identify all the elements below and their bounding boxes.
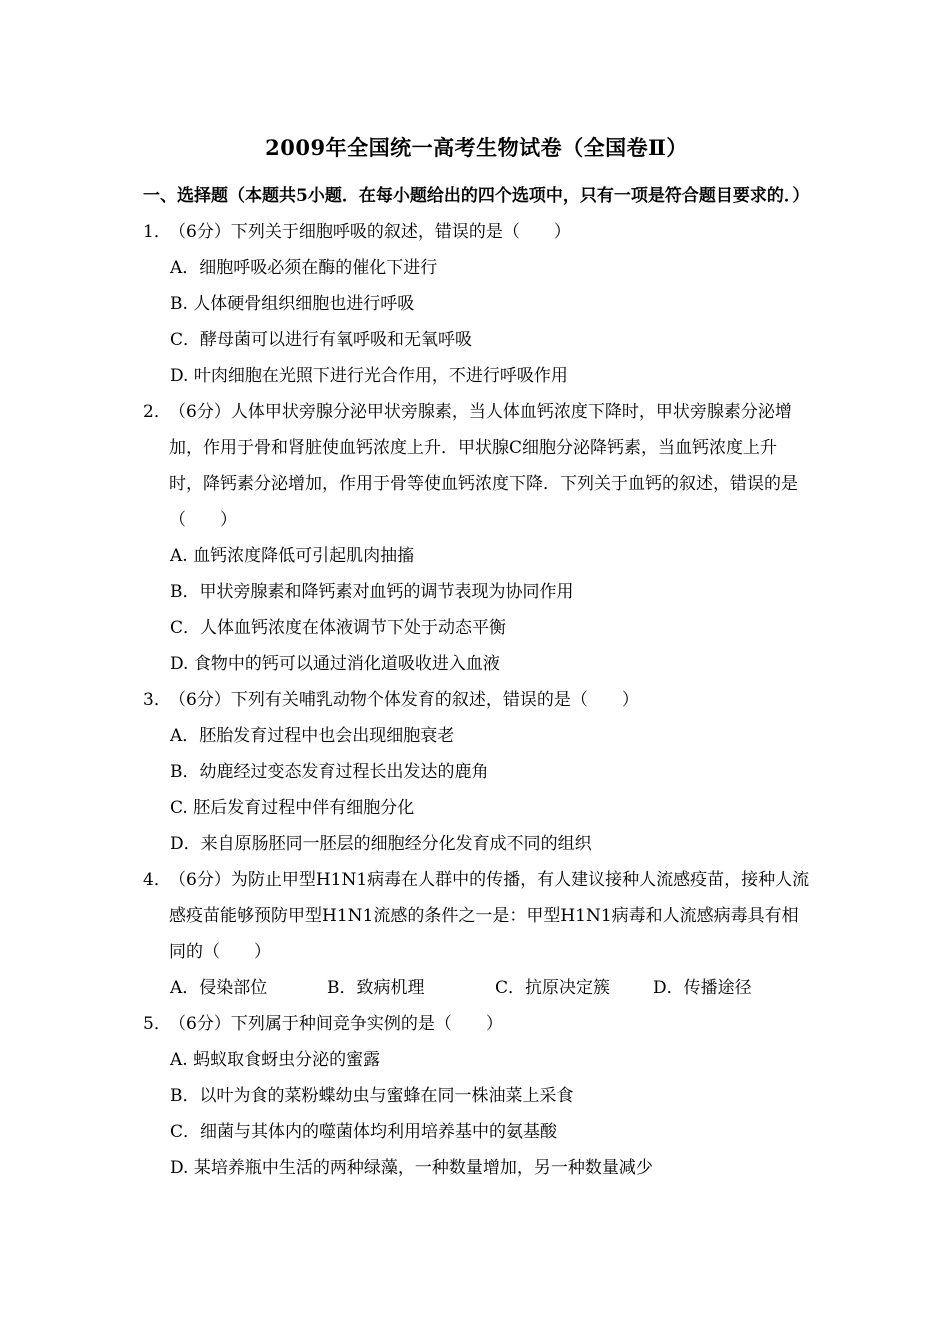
question-text: （6分）下列关于细胞呼吸的叙述，错误的是（ ）	[169, 222, 571, 242]
question-5	[143, 1006, 810, 1186]
question-3	[143, 682, 810, 862]
question-1	[143, 214, 810, 394]
option-c: C. 胚后发育过程中伴有细胞分化	[170, 798, 415, 818]
option-a: A．侵染部位	[170, 978, 268, 998]
option-a: A. 血钙浓度降低可引起肌肉抽搐	[170, 546, 415, 566]
question-stem	[143, 1006, 810, 1042]
option-c: C．酵母菌可以进行有氧呼吸和无氧呼吸	[170, 330, 473, 350]
option-d: D. 叶肉细胞在光照下进行光合作用，不进行呼吸作用	[170, 366, 568, 386]
option-a: A．细胞呼吸必须在酶的催化下进行	[170, 258, 438, 278]
question-stem	[143, 682, 810, 718]
option-b: B．以叶为食的菜粉蝶幼虫与蜜蜂在同一株油菜上采食	[170, 1086, 574, 1106]
question-number: 2．	[143, 402, 171, 422]
option-b: B．甲状旁腺素和降钙素对血钙的调节表现为协同作用	[170, 582, 574, 602]
question-number: 4．	[143, 870, 171, 890]
option-b: B．致病机理	[327, 978, 425, 998]
option-d: D．传播途径	[653, 978, 752, 998]
section-heading: 一、选择题（本题共5小题．在每小题给出的四个选项中，只有一项是符合题目要求的．）	[143, 186, 810, 206]
question-text: （6分）下列有关哺乳动物个体发育的叙述，错误的是（ ）	[169, 690, 639, 710]
question-number: 1．	[143, 222, 171, 242]
question-text: （6分）为防止甲型H1N1病毒在人群中的传播，有人建议接种人流感疫苗，接种人流感疫苗能够预防甲型H1N1流感的条件之一是：甲型H1N1病毒和人流感病毒具有相同的（ ）	[169, 870, 810, 962]
options-row	[143, 970, 810, 1006]
question-text: （6分）下列属于种间竞争实例的是（ ）	[169, 1014, 503, 1034]
option-d: D. 某培养瓶中生活的两种绿藻，一种数量增加，另一种数量减少	[170, 1158, 653, 1178]
question-2	[143, 394, 810, 682]
option-c: C．细菌与其体内的噬菌体均利用培养基中的氨基酸	[170, 1122, 558, 1142]
question-text: （6分）人体甲状旁腺分泌甲状旁腺素，当人体血钙浓度下降时，甲状旁腺素分泌增加，作用于骨和肾脏使血钙浓度上升．甲状腺C细胞分泌降钙素，当血钙浓度上升时，降钙素分泌增加，作用于骨等使血钙浓度下降．下列关于血钙的叙述，错误的是（ ）	[169, 402, 798, 530]
option-c: C．人体血钙浓度在体液调节下处于动态平衡	[170, 618, 507, 638]
option-b: B. 人体硬骨组织细胞也进行呼吸	[170, 294, 415, 314]
question-4	[143, 862, 810, 1006]
question-stem	[143, 862, 810, 970]
question-number: 5．	[143, 1014, 171, 1034]
option-d: D. 食物中的钙可以通过消化道吸收进入血液	[170, 654, 500, 674]
option-b: B．幼鹿经过变态发育过程长出发达的鹿角	[170, 762, 489, 782]
option-a: A．胚胎发育过程中也会出现细胞衰老	[170, 726, 455, 746]
exam-title: 2009年全国统一高考生物试卷（全国卷Ⅱ）	[265, 135, 688, 160]
option-a: A. 蚂蚁取食蚜虫分泌的蜜露	[170, 1050, 381, 1070]
question-stem	[143, 394, 810, 538]
option-c: C．抗原决定簇	[495, 978, 611, 998]
option-d: D．来自原肠胚同一胚层的细胞经分化发育成不同的组织	[170, 834, 592, 854]
question-stem	[143, 214, 810, 250]
question-number: 3．	[143, 690, 171, 710]
